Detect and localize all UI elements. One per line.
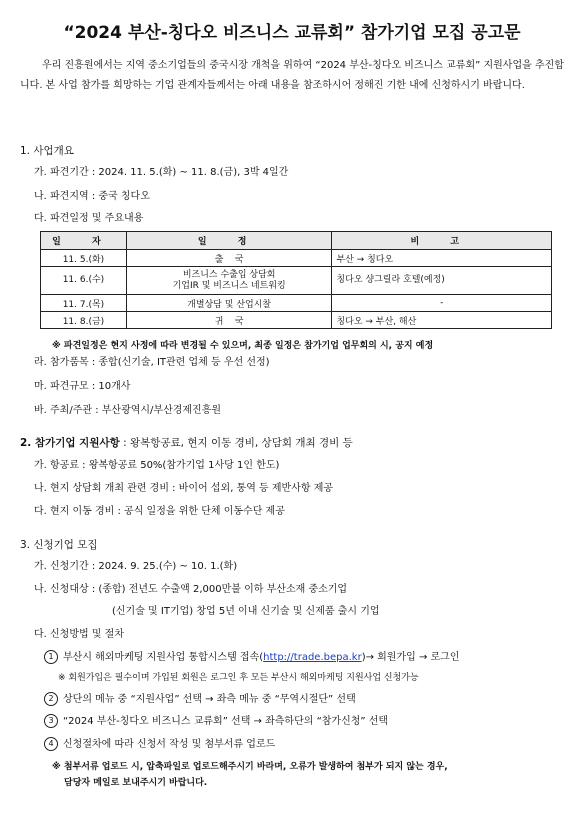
- table-row: [41, 295, 552, 312]
- section3-item-method: 다. 신청방법 및 절차: [34, 629, 124, 640]
- section1-item-period: 가. 파견기간 : 2024. 11. 5.(화) ~ 11. 8.(금), 3박 4일간: [34, 167, 289, 178]
- step-1-note: ※ 회원가입은 필수이며 가입된 회원은 로그인 후 모든 부산시 해외마케팅 지원사업 신청가능: [58, 673, 419, 683]
- step-3-text: “2024 부산-칭다오 비즈니스 교류회” 선택 → 좌측하단의 “참가신청” 선택: [63, 716, 389, 727]
- section1-heading: 1. 사업개요: [20, 145, 74, 157]
- schedule-table-header: [41, 232, 552, 250]
- step-3: [44, 714, 388, 729]
- section2-item-transport: 다. 현지 이동 경비 : 공식 일정을 위한 단체 이동수단 제공: [34, 506, 285, 517]
- row-note: 부산 → 칭다오: [332, 250, 552, 267]
- row-note: 칭다오 샹그릴라 호텔(예정): [332, 267, 552, 295]
- schedule-table: [40, 231, 552, 329]
- header-note: 비 고: [332, 232, 552, 250]
- row-note: 칭다오 → 부산, 해산: [332, 312, 552, 329]
- final-note-line-2: 담당자 메일로 보내주시기 바랍니다.: [64, 778, 208, 788]
- step-3-number: 3: [44, 714, 58, 728]
- row-schedule: 비즈니스 수출입 상담회 기업IR 및 비즈니스 네트워킹: [126, 267, 332, 295]
- row-schedule: 귀 국: [126, 312, 332, 329]
- section2-heading-bold: 2. 참가기업 지원사항: [20, 437, 120, 449]
- section1-item-region: 나. 파견지역 : 중국 칭다오: [34, 191, 150, 202]
- step-2-text: 상단의 메뉴 중 “지원사업” 선택 → 좌측 메뉴 중 “무역시절단” 선택: [63, 694, 356, 705]
- section3-heading: 3. 신청기업 모집: [20, 539, 98, 551]
- page-title: “2024 부산-칭다오 비즈니스 교류회” 참가기업 모집 공고문: [63, 23, 521, 43]
- section3-item-target: 나. 신청대상 : (종합) 전년도 수출액 2,000만불 이하 부산소재 중소기업: [34, 584, 348, 595]
- section2-item-meeting: 나. 현지 상담회 개최 관련 경비 : 바이어 섭외, 통역 등 제반사항 제공: [34, 483, 334, 494]
- step-4-number: 4: [44, 737, 58, 751]
- header-date: 일 자: [41, 232, 127, 250]
- section3-item-period: 가. 신청기간 : 2024. 9. 25.(수) ~ 10. 1.(화): [34, 561, 238, 572]
- step-1-number: 1: [44, 650, 58, 664]
- section1-item-host: 바. 주최/주관 : 부산광역시/부산경제진흥원: [34, 405, 222, 416]
- trade-system-link[interactable]: http://trade.bepa.kr: [263, 652, 362, 663]
- section1-item-schedule: 다. 파견일정 및 주요내용: [34, 213, 144, 224]
- step-1-text-end: )→ 회원가입 → 로그인: [361, 652, 460, 663]
- section1-item-products: 라. 참가품목 : 종합(신기술, IT관련 업체 등 우선 선정): [34, 357, 270, 368]
- step-4-text: 신청절차에 따라 신청서 작성 및 첨부서류 업로드: [63, 739, 276, 750]
- row-date: 11. 5.(화): [41, 250, 127, 267]
- row-note: -: [332, 295, 552, 312]
- step-1-text: 부산시 해외마케팅 지원사업 통합시스템 접속(: [63, 652, 264, 663]
- schedule-note: ※ 파견일정은 현지 사정에 따라 변경될 수 있으며, 최종 일정은 참가기업 업무회의 시, 공지 예정: [52, 341, 434, 351]
- step-2: [44, 692, 356, 707]
- intro-paragraph: 우리 진흥원에서는 지역 중소기업들의 중국시장 개척을 위하여 “2024 부산-칭다오 비즈니스 교류회” 지원사업을 추진합니다. 본 사업 참가를 희망하는 기업 관계자들께서는 아래 내용을 참조하시어 정해진 기한 내에 신청하시기 바랍니다.: [20, 60, 564, 91]
- row-date: 11. 6.(수): [41, 267, 127, 295]
- step-2-number: 2: [44, 692, 58, 706]
- table-row: [41, 250, 552, 267]
- final-note-line-1: ※ 첨부서류 업로드 시, 압축파일로 업로드해주시기 바라며, 오류가 발생하여 첨부가 되지 않는 경우,: [52, 762, 448, 772]
- row-date: 11. 8.(금): [41, 312, 127, 329]
- row-schedule: 출 국: [126, 250, 332, 267]
- row-date: 11. 7.(목): [41, 295, 127, 312]
- table-row: [41, 312, 552, 329]
- section1-item-scale: 마. 파견규모 : 10개사: [34, 381, 131, 392]
- row-schedule: 개별상담 및 산업시찰: [126, 295, 332, 312]
- section2-heading: [20, 436, 353, 450]
- section3-item-target-2: (신기술 및 IT기업) 창업 5년 이내 신기술 및 신제품 출시 기업: [112, 606, 380, 617]
- step-1: [44, 650, 460, 665]
- table-row: [41, 267, 552, 295]
- header-schedule: 일 정: [126, 232, 332, 250]
- section2-heading-rest: : 왕복항공료, 현지 이동 경비, 상담회 개최 경비 등: [119, 437, 353, 449]
- section2-item-airfare: 가. 항공료 : 왕복항공료 50%(참가기업 1사당 1인 한도): [34, 460, 280, 471]
- step-4: [44, 737, 275, 752]
